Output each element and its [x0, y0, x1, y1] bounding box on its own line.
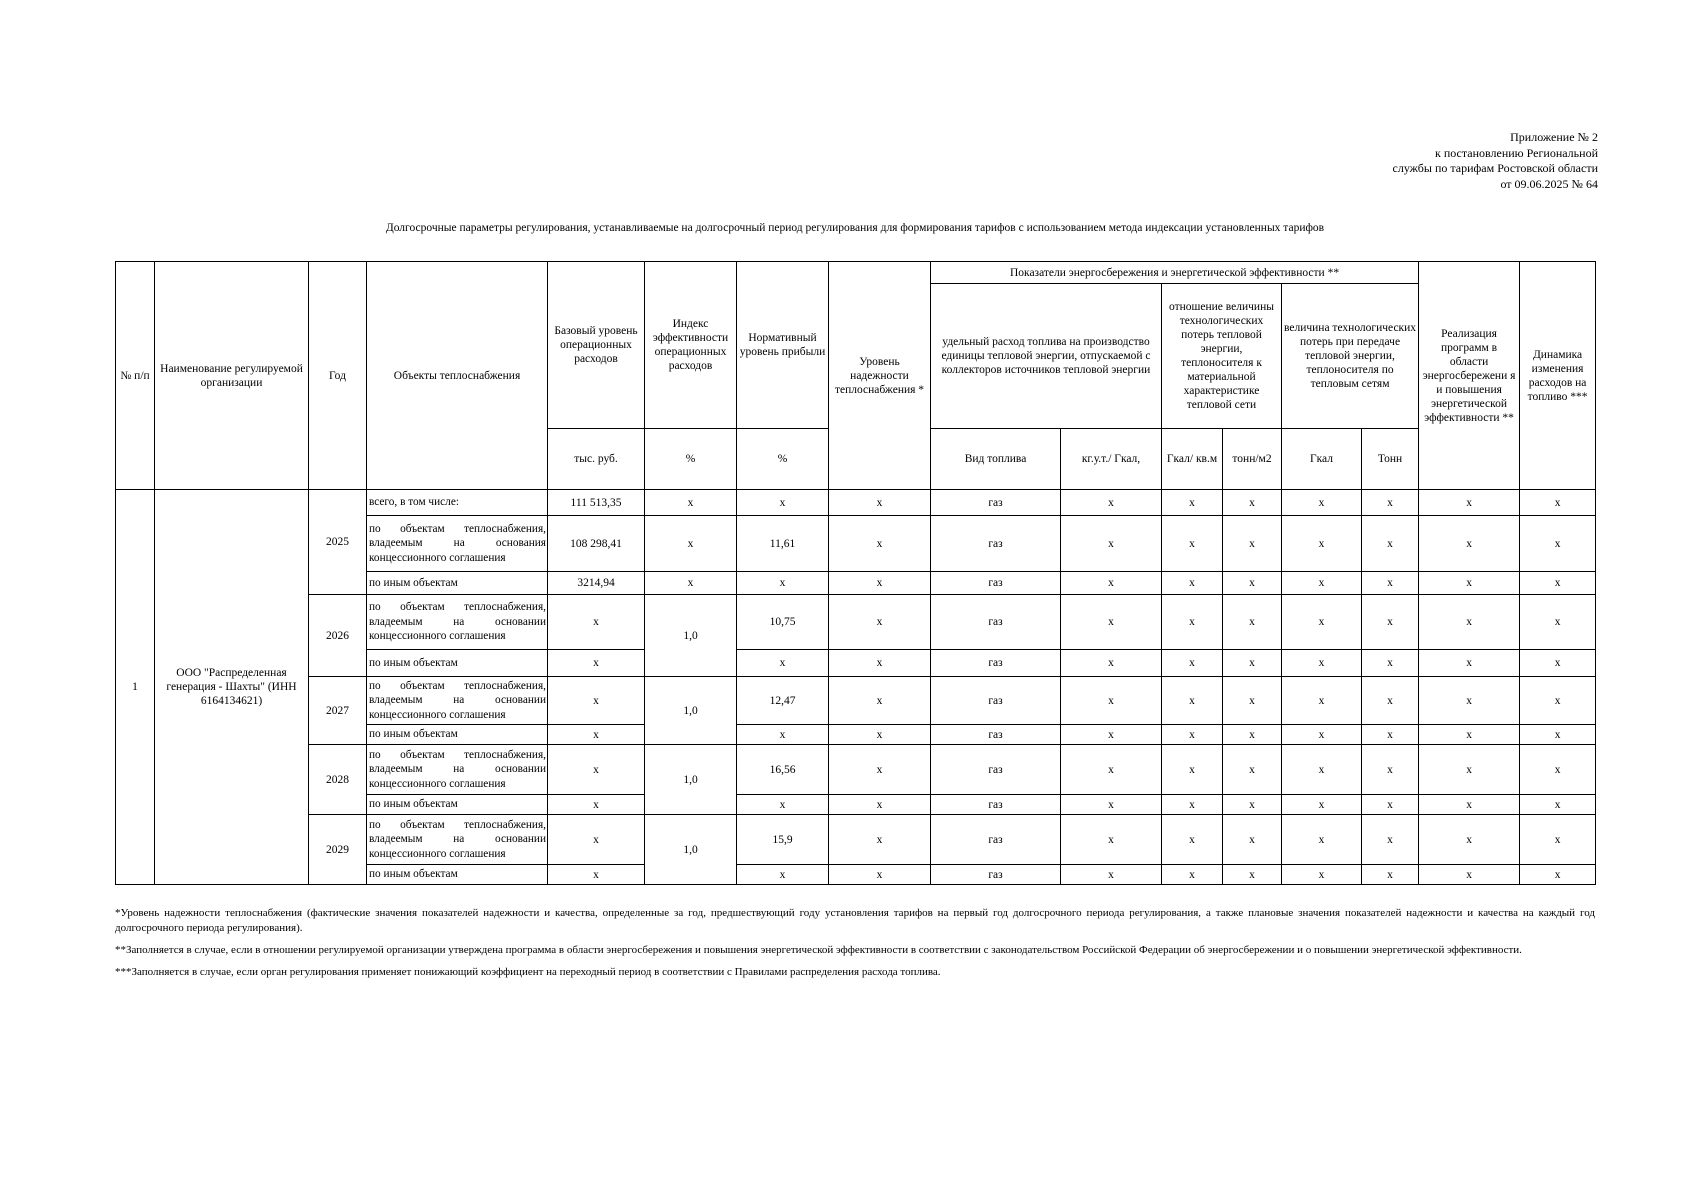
appendix-line-1: Приложение № 2 [1510, 130, 1598, 144]
loss-ratio-ton-cell: x [1223, 516, 1282, 572]
reliability-cell: x [829, 745, 931, 795]
loss-gcal-cell: x [1282, 725, 1362, 745]
loss-ratio-gcal-cell: x [1162, 795, 1223, 815]
object-cell: по иным объектам [367, 650, 548, 677]
reliability-cell: x [829, 595, 931, 650]
loss-ratio-ton-cell: x [1223, 795, 1282, 815]
fuel-rate-cell: x [1061, 865, 1162, 885]
header-program: Реализация программ в области энергосбережени я и повышения энергетической эффективности ** [1419, 262, 1520, 490]
loss-ratio-ton-cell: x [1223, 677, 1282, 725]
program-cell: x [1419, 650, 1520, 677]
footnotes [115, 906, 1595, 987]
header-loss-value: величина технологических потерь при передаче тепловой энергии, теплоносителя по тепловым сетям [1282, 284, 1419, 429]
program-cell: x [1419, 516, 1520, 572]
reliability-cell: x [829, 572, 931, 595]
fuel-rate-cell: x [1061, 572, 1162, 595]
loss-ton-cell: x [1362, 572, 1419, 595]
fuel-rate-cell: x [1061, 815, 1162, 865]
loss-ton-cell: x [1362, 815, 1419, 865]
base-cost-cell: x [548, 725, 645, 745]
fuel-type-cell: газ [931, 865, 1061, 885]
footnote-energy-program: **Заполняется в случае, если в отношении регулируемой организации утверждена программа в области энергосбережения и повышения энергетической эффективности в соответствии с законодательством Российской Федерации об энергосбережении и о повышении энергетической эффективности. [115, 944, 1522, 956]
header-energy-group: Показатели энергосбережения и энергетической эффективности ** [931, 262, 1419, 284]
fuel-type-cell: газ [931, 516, 1061, 572]
fuel-type-cell: газ [931, 745, 1061, 795]
header-org: Наименование регулируемой организации [155, 262, 309, 490]
reliability-cell: x [829, 516, 931, 572]
loss-ratio-gcal-cell: x [1162, 490, 1223, 516]
program-cell: x [1419, 677, 1520, 725]
fuel-rate-cell: x [1061, 490, 1162, 516]
index-cell: 1,0 [645, 815, 737, 885]
unit-fuel-type: Вид топлива [931, 429, 1061, 490]
index-cell: x [645, 490, 737, 516]
dynamics-cell: x [1520, 795, 1596, 815]
unit-base: тыс. руб. [548, 429, 645, 490]
fuel-type-cell: газ [931, 490, 1061, 516]
object-cell: по объектам теплоснабжения, владеемым на основания концессионного соглашения [367, 516, 548, 572]
loss-ton-cell: x [1362, 490, 1419, 516]
fuel-rate-cell: x [1061, 650, 1162, 677]
fuel-type-cell: газ [931, 595, 1061, 650]
loss-gcal-cell: x [1282, 572, 1362, 595]
unit-index: % [645, 429, 737, 490]
header-num: № п/п [116, 262, 155, 490]
base-cost-cell: 111 513,35 [548, 490, 645, 516]
fuel-rate-cell: x [1061, 516, 1162, 572]
dynamics-cell: x [1520, 815, 1596, 865]
program-cell: x [1419, 595, 1520, 650]
program-cell: x [1419, 815, 1520, 865]
dynamics-cell: x [1520, 865, 1596, 885]
base-cost-cell: x [548, 795, 645, 815]
dynamics-cell: x [1520, 572, 1596, 595]
loss-ratio-gcal-cell: x [1162, 572, 1223, 595]
dynamics-cell: x [1520, 516, 1596, 572]
header-objects: Объекты теплоснабжения [367, 262, 548, 490]
profit-cell: x [737, 490, 829, 516]
dynamics-cell: x [1520, 725, 1596, 745]
org-number: 1 [116, 490, 155, 885]
fuel-rate-cell: x [1061, 725, 1162, 745]
year-cell: 2026 [309, 595, 367, 677]
loss-gcal-cell: x [1282, 595, 1362, 650]
header-dynamics: Динамика изменения расходов на топливо *** [1520, 262, 1596, 490]
header-profit-level: Нормативный уровень прибыли [737, 262, 829, 429]
index-cell: x [645, 516, 737, 572]
profit-cell: x [737, 650, 829, 677]
profit-cell: 15,9 [737, 815, 829, 865]
year-cell: 2025 [309, 490, 367, 595]
profit-cell: 12,47 [737, 677, 829, 725]
loss-gcal-cell: x [1282, 490, 1362, 516]
loss-gcal-cell: x [1282, 795, 1362, 815]
fuel-type-cell: газ [931, 815, 1061, 865]
reliability-cell: x [829, 490, 931, 516]
reliability-cell: x [829, 795, 931, 815]
reliability-cell: x [829, 815, 931, 865]
loss-ratio-ton-cell: x [1223, 745, 1282, 795]
reliability-cell: x [829, 677, 931, 725]
year-cell: 2029 [309, 815, 367, 885]
loss-ratio-gcal-cell: x [1162, 745, 1223, 795]
program-cell: x [1419, 865, 1520, 885]
appendix-line-3: службы по тарифам Ростовской области [1392, 161, 1598, 175]
program-cell: x [1419, 745, 1520, 795]
index-cell: 1,0 [645, 677, 737, 745]
loss-gcal-cell: x [1282, 865, 1362, 885]
unit-gcal-sqm: Гкал/ кв.м [1162, 429, 1223, 490]
loss-ratio-ton-cell: x [1223, 725, 1282, 745]
parameters-table [115, 261, 1596, 885]
base-cost-cell: x [548, 865, 645, 885]
reliability-cell: x [829, 650, 931, 677]
reliability-cell: x [829, 865, 931, 885]
program-cell: x [1419, 795, 1520, 815]
loss-gcal-cell: x [1282, 677, 1362, 725]
profit-cell: 16,56 [737, 745, 829, 795]
fuel-type-cell: газ [931, 650, 1061, 677]
base-cost-cell: 3214,94 [548, 572, 645, 595]
index-cell: x [645, 572, 737, 595]
profit-cell: x [737, 795, 829, 815]
program-cell: x [1419, 572, 1520, 595]
fuel-type-cell: газ [931, 572, 1061, 595]
loss-ratio-gcal-cell: x [1162, 725, 1223, 745]
unit-ton: Тонн [1362, 429, 1419, 490]
profit-cell: 11,61 [737, 516, 829, 572]
appendix-line-4: от 09.06.2025 № 64 [1500, 176, 1598, 191]
dynamics-cell: x [1520, 595, 1596, 650]
fuel-rate-cell: x [1061, 745, 1162, 795]
loss-ratio-gcal-cell: x [1162, 865, 1223, 885]
loss-ton-cell: x [1362, 650, 1419, 677]
loss-ton-cell: x [1362, 677, 1419, 725]
appendix-header [1338, 130, 1598, 192]
object-cell: по иным объектам [367, 725, 548, 745]
profit-cell: x [737, 572, 829, 595]
program-cell: x [1419, 725, 1520, 745]
year-cell: 2027 [309, 677, 367, 745]
appendix-line-2: к постановлению Региональной [1435, 145, 1598, 160]
fuel-type-cell: газ [931, 725, 1061, 745]
object-cell: по иным объектам [367, 572, 548, 595]
loss-ratio-gcal-cell: x [1162, 650, 1223, 677]
profit-cell: 10,75 [737, 595, 829, 650]
loss-ratio-gcal-cell: x [1162, 677, 1223, 725]
object-cell: по объектам теплоснабжения, владеемым на основании концессионного соглашения [367, 815, 548, 865]
index-cell: 1,0 [645, 595, 737, 677]
loss-ton-cell: x [1362, 865, 1419, 885]
fuel-rate-cell: x [1061, 595, 1162, 650]
header-year: Год [309, 262, 367, 490]
object-cell: по иным объектам [367, 865, 548, 885]
unit-gcal: Гкал [1282, 429, 1362, 490]
fuel-rate-cell: x [1061, 795, 1162, 815]
loss-ratio-ton-cell: x [1223, 865, 1282, 885]
footnote-reliability: *Уровень надежности теплоснабжения (фактические значения показателей надежности и качества, определенные за год, предшествующий году установления тарифов на первый год долгосрочного периода регулирования, а также плановые значения показателей надежности и качества на каждый год долгосрочного периода регулирования). [115, 907, 1595, 934]
loss-gcal-cell: x [1282, 516, 1362, 572]
loss-ratio-ton-cell: x [1223, 815, 1282, 865]
year-cell: 2028 [309, 745, 367, 815]
dynamics-cell: x [1520, 490, 1596, 516]
object-cell: по объектам теплоснабжения, владеемым на основании концессионного соглашения [367, 595, 548, 650]
loss-ratio-ton-cell: x [1223, 595, 1282, 650]
header-fuel-rate: удельный расход топлива на производство единицы тепловой энергии, отпускаемой с коллекторов источников тепловой энергии [931, 284, 1162, 429]
loss-gcal-cell: x [1282, 745, 1362, 795]
loss-gcal-cell: x [1282, 815, 1362, 865]
loss-ratio-gcal-cell: x [1162, 595, 1223, 650]
loss-ratio-ton-cell: x [1223, 572, 1282, 595]
index-cell: 1,0 [645, 745, 737, 815]
dynamics-cell: x [1520, 745, 1596, 795]
object-cell: по объектам теплоснабжения, владеемым на основании концессионного соглашения [367, 745, 548, 795]
header-efficiency-index: Индекс эффективности операционных расходов [645, 262, 737, 429]
base-cost-cell: 108 298,41 [548, 516, 645, 572]
loss-ton-cell: x [1362, 516, 1419, 572]
object-cell: по объектам теплоснабжения, владеемым на основании концессионного соглашения [367, 677, 548, 725]
header-loss-ratio: отношение величины технологических потерь тепловой энергии, теплоносителя к материальной характеристике тепловой сети [1162, 284, 1282, 429]
unit-profit: % [737, 429, 829, 490]
loss-ratio-gcal-cell: x [1162, 516, 1223, 572]
unit-fuel-rate: кг.у.т./ Гкал, [1061, 429, 1162, 490]
org-name: ООО "Распределенная генерация - Шахты" (ИНН 6164134621) [155, 490, 309, 885]
base-cost-cell: x [548, 650, 645, 677]
loss-ton-cell: x [1362, 725, 1419, 745]
object-cell: по иным объектам [367, 795, 548, 815]
program-cell: x [1419, 490, 1520, 516]
fuel-type-cell: газ [931, 677, 1061, 725]
profit-cell: x [737, 865, 829, 885]
loss-gcal-cell: x [1282, 650, 1362, 677]
header-reliability: Уровень надежности теплоснабжения * [829, 262, 931, 490]
loss-ratio-ton-cell: x [1223, 490, 1282, 516]
base-cost-cell: x [548, 595, 645, 650]
fuel-rate-cell: x [1061, 677, 1162, 725]
footnote-fuel-dynamics: ***Заполняется в случае, если орган регулирования применяет понижающий коэффициент на переходный период в соответствии с Правилами распределения расхода топлива. [115, 966, 941, 978]
object-cell: всего, в том числе: [367, 490, 548, 516]
loss-ratio-gcal-cell: x [1162, 815, 1223, 865]
base-cost-cell: x [548, 815, 645, 865]
document-title: Долгосрочные параметры регулирования, устанавливаемые на долгосрочный период регулирования для формирования тарифов с использованием метода индексации установленных тарифов [385, 222, 1325, 234]
dynamics-cell: x [1520, 650, 1596, 677]
loss-ton-cell: x [1362, 595, 1419, 650]
header-base-cost: Базовый уровень операционных расходов [548, 262, 645, 429]
loss-ton-cell: x [1362, 795, 1419, 815]
base-cost-cell: x [548, 677, 645, 725]
fuel-type-cell: газ [931, 795, 1061, 815]
loss-ratio-ton-cell: x [1223, 650, 1282, 677]
loss-ton-cell: x [1362, 745, 1419, 795]
unit-ton-m2: тонн/м2 [1223, 429, 1282, 490]
profit-cell: x [737, 725, 829, 745]
reliability-cell: x [829, 725, 931, 745]
dynamics-cell: x [1520, 677, 1596, 725]
base-cost-cell: x [548, 745, 645, 795]
